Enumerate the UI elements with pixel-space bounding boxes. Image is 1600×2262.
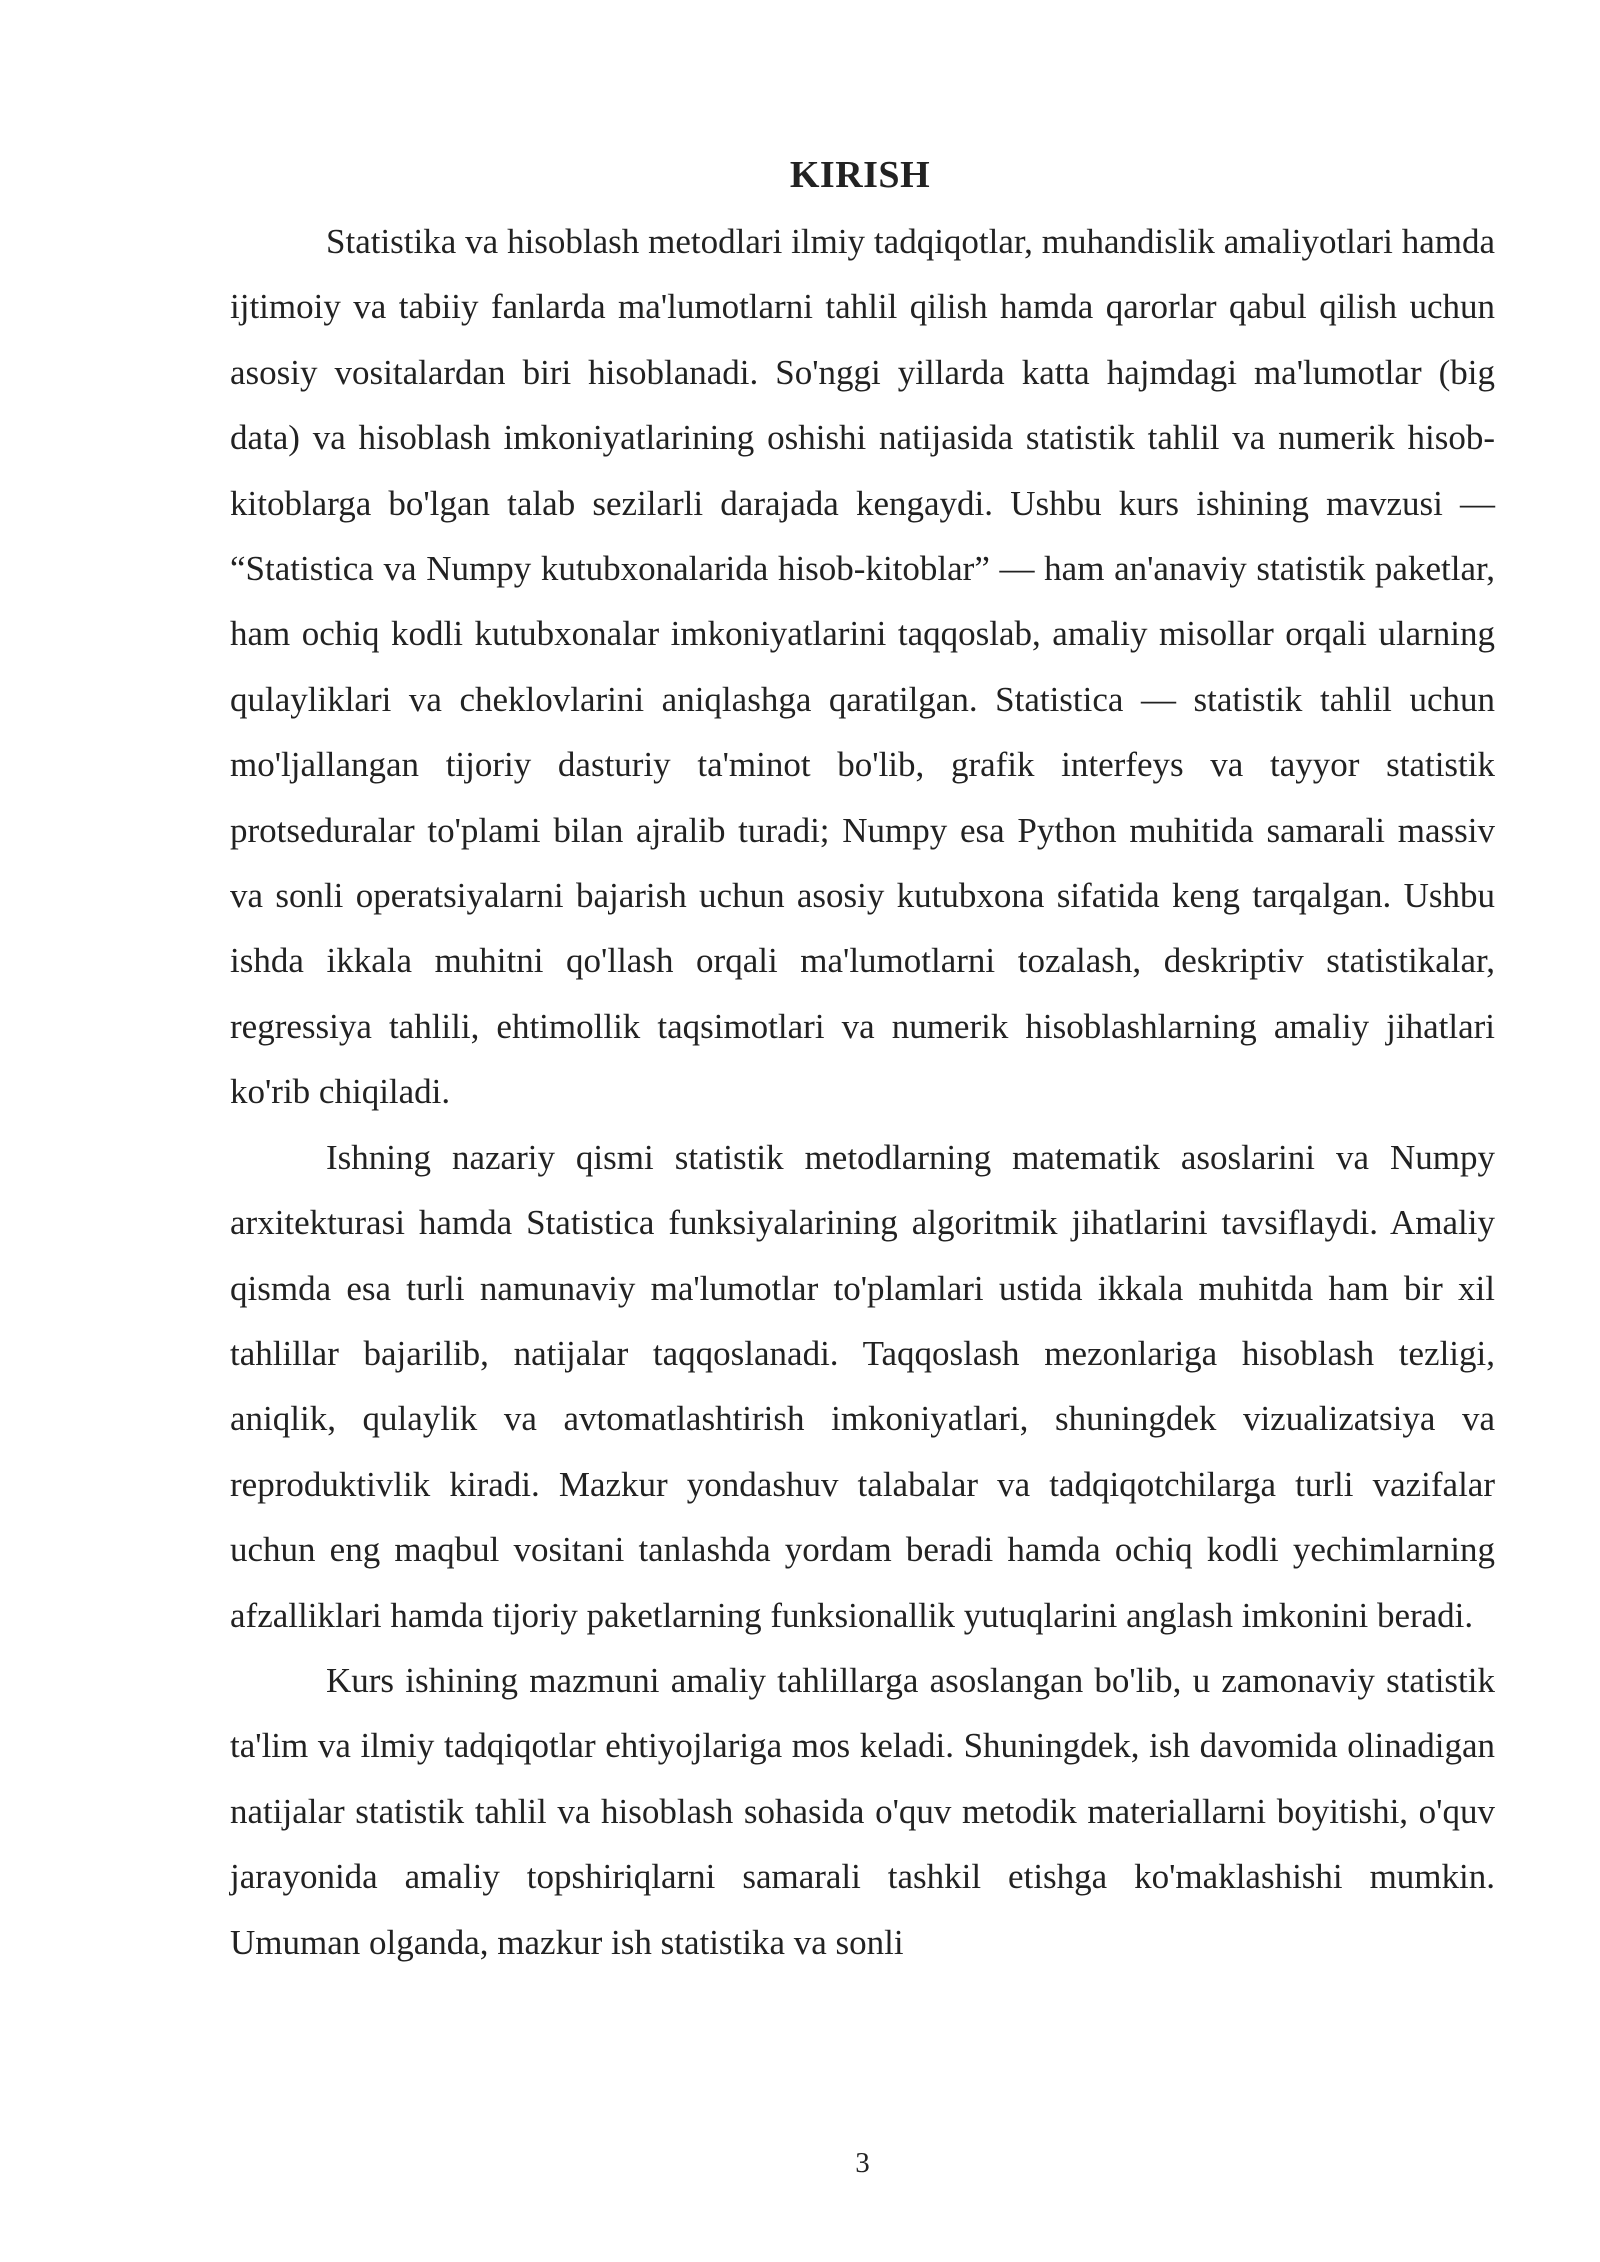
page-number: 3 [855,2147,870,2179]
paragraph-content: Kurs ishining mazmuni amaliy tahlillarga asoslangan bo'lib, u zamonaviy statistik ta'lim va ilmiy tadqiqotlar ehtiyojlariga mos keladi. Shuningdek, ish davomida olinadigan natijalar statistik tahlil va hisoblash sohasida o'quv metodik materiallarni boyitishi, o'quv jarayonida amaliy topshiriqlarni samarali tashkil etishga ko'maklashishi mumkin. Umuman olganda, mazkur ish statistika va sonli [230,1660,1495,1962]
paragraph-intro: Statistika va hisoblash metodlari ilmiy tadqiqotlar, muhandislik amaliyotlari hamda ijtimoiy va tabiiy fanlarda ma'lumotlarni tahlil qilish hamda qarorlar qabul qilish uchun asosiy vositalardan biri hisoblanadi. So'nggi yillarda katta hajmdagi ma'lumotlar (big data) va hisoblash imkoniyatlarining oshishi natijasida statistik tahlil va numerik hisob-kitoblarga bo'lgan talab sezilarli darajada kengaydi. Ushbu kurs ishining mavzusi — “Statistica va Numpy kutubxonalarida hisob-kitoblar” — ham an'anaviy statistik paketlar, ham ochiq kodli kutubxonalar imkoniyatlarini taqqoslab, amaliy misollar orqali ularning qulayliklari va cheklovlarini aniqlashga qaratilgan. Statistica — statistik tahlil uchun mo'ljallangan tijoriy dasturiy ta'minot bo'lib, grafik interfeys va tayyor statistik protseduralar to'plami bilan ajralib turadi; Numpy esa Python muhitida samarali massiv va sonli operatsiyalarni bajarish uchun asosiy kutubxona sifatida keng tarqalgan. Ushbu ishda ikkala muhitni qo'llash orqali ma'lumotlarni tozalash, deskriptiv statistikalar, regressiya tahlili, ehtimollik taqsimotlari va numerik hisoblashlarning amaliy jihatlari ko'rib chiqiladi. [230,222,1495,1112]
body-text [230,209,1495,1975]
paragraph-theory: Ishning nazariy qismi statistik metodlarning matematik asoslarini va Numpy arxitekturasi hamda Statistica funksiyalarining algoritmik jihatlarini tavsiflaydi. Amaliy qismda esa turli namunaviy ma'lumotlar to'plamlari ustida ikkala muhitda ham bir xil tahlillar bajarilib, natijalar taqqoslanadi. Taqqoslash mezonlariga hisoblash tezligi, aniqlik, qulaylik va avtomatlashtirish imkoniyatlari, shuningdek vizualizatsiya va reproduktivlik kiradi. Mazkur yondashuv talabalar va tadqiqotchilarga turli vazifalar uchun eng maqbul vositani tanlashda yordam beradi hamda ochiq kodli yechimlarning afzalliklari hamda tijoriy paketlarning funksionallik yutuqlarini anglash imkonini beradi. [230,1137,1495,1635]
section-heading: KIRISH [789,154,931,196]
